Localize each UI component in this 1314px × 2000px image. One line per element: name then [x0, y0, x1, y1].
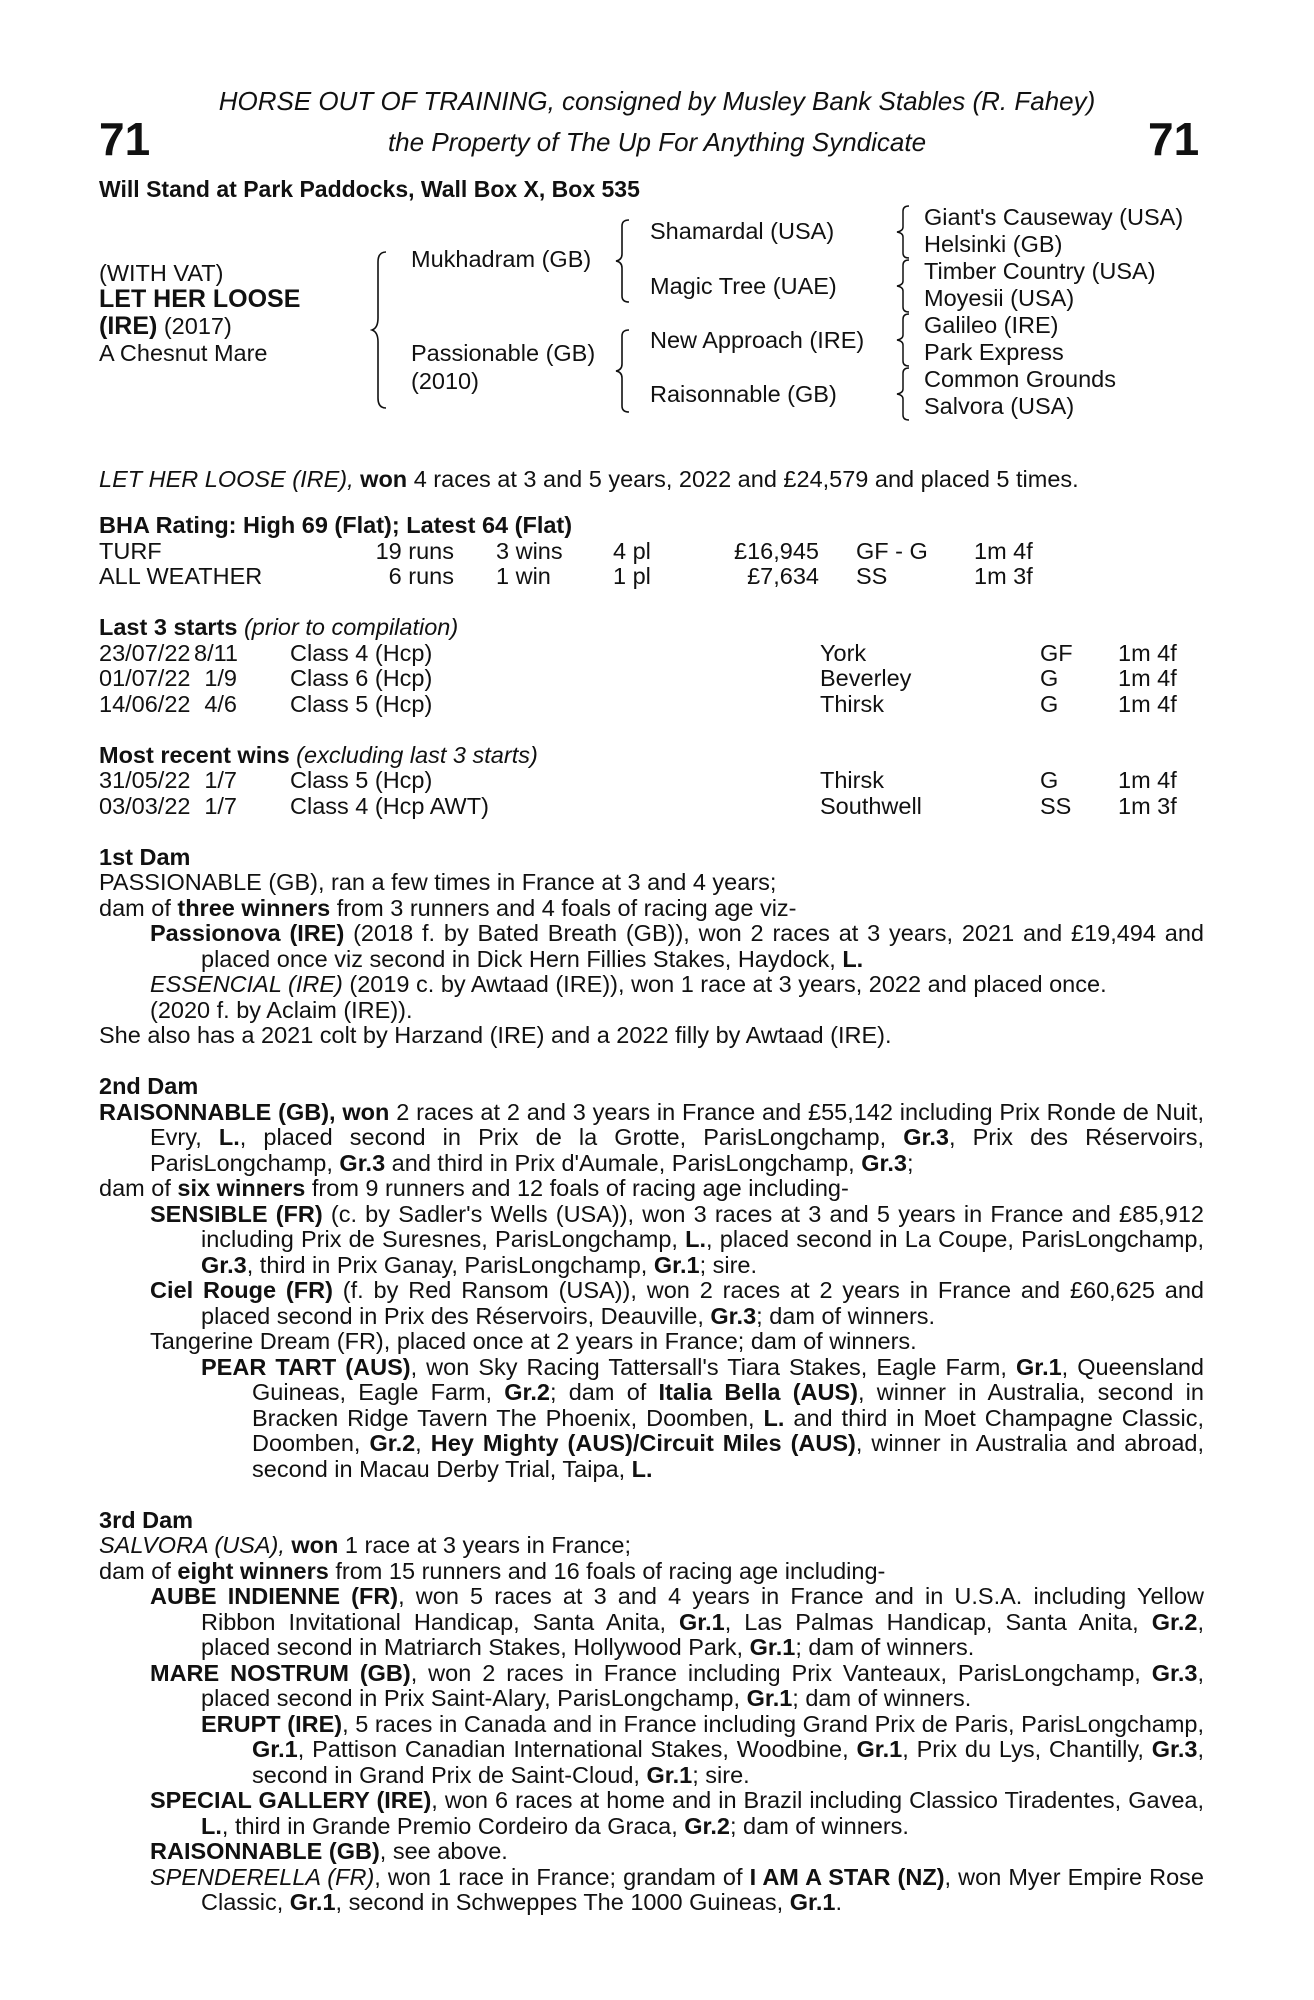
second-dam-grandprogeny: PEAR TART (AUS), won Sky Racing Tattersall's Tiara Stakes, Eagle Farm, Gr.1, Queensland Guineas, Eagle Farm, Gr.2; dam of Italia Bella (AUS), winner in Australia, second in Bracken Ridge Tavern The Phoenix, Doomben, L. and third in Moet Champagne Classic, Doomben, Gr.2, Hey Mighty (AUS)/Circuit Miles (AUS), winner in Australia and abroad, second in Macau Derby Trial, Taipa, L.: [201, 1353, 1204, 1482]
third-dam-progeny: MARE NOSTRUM (GB), won 2 races in France including Prix Vanteaux, ParisLongchamp, Gr.3, placed second in Prix Saint-Alary, ParisLongchamp, Gr.1; dam of winners.: [150, 1659, 1204, 1711]
pedigree-brace-g3-4: [894, 366, 912, 422]
pedigree-g3-item: Helsinki (GB): [924, 231, 1063, 257]
recent-win-row: 31/05/22 1/7 Class 5 (Hcp) Thirsk G 1m 4f: [99, 767, 1177, 793]
first-dam-note: She also has a 2021 colt by Harzand (IRE) and a 2022 filly by Awtaad (IRE).: [99, 1022, 892, 1048]
pedigree-dam-year: (2010): [411, 368, 479, 394]
stand-location: Will Stand at Park Paddocks, Wall Box X, Box 535: [99, 176, 640, 202]
pedigree-sire-dam: Magic Tree (UAE): [650, 273, 837, 299]
last-starts-heading: Last 3 starts (prior to compilation): [99, 614, 459, 640]
last-start-row: 14/06/22 4/6 Class 5 (Hcp) Thirsk G 1m 4f: [99, 690, 1177, 717]
second-dam-progeny: Tangerine Dream (FR), placed once at 2 years in France; dam of winners.: [150, 1328, 917, 1354]
lot-number-right: 71: [1148, 113, 1200, 165]
second-dam-heading: 2nd Dam: [99, 1073, 199, 1099]
first-dam-progeny: (2020 f. by Aclaim (IRE)).: [150, 996, 413, 1023]
rating-heading: BHA Rating: High 69 (Flat); Latest 64 (Flat): [99, 512, 573, 538]
rating-row-aw: ALL WEATHER 6 runs 1 win 1 pl £7,634 SS 1m 3f: [99, 563, 1033, 589]
property-line: the Property of The Up For Anything Syndicate: [387, 127, 927, 157]
first-dam-intro: PASSIONABLE (GB), ran a few times in France at 3 and 4 years;: [99, 869, 777, 895]
third-dam-grandprogeny: ERUPT (IRE), 5 races in Canada and in France including Grand Prix de Paris, ParisLongchamp, Gr.1, Pattison Canadian International Stakes, Woodbine, Gr.1, Prix du Lys, Chantilly, Gr.3, second in Grand Prix de Saint-Cloud, Gr.1; sire.: [201, 1710, 1205, 1788]
first-dam-produce: dam of three winners from 3 runners and 4 foals of racing age viz-: [99, 894, 797, 921]
third-dam-progeny: SPENDERELLA (FR), won 1 race in France; grandam of I AM A STAR (NZ), won Myer Empire Rose Classic, Gr.1, second in Schweppes The 1000 Guineas, Gr.1.: [150, 1863, 1204, 1915]
third-dam-produce: dam of eight winners from 15 runners and 16 foals of racing age including-: [99, 1557, 886, 1584]
pedigree-sire: Mukhadram (GB): [411, 246, 592, 272]
pedigree-brace-g3-2: [894, 258, 912, 314]
form-section: [99, 513, 1204, 1916]
pedigree-dam-sire: New Approach (IRE): [650, 327, 865, 353]
second-dam-progeny: SENSIBLE (FR) (c. by Sadler's Wells (USA)), won 3 races at 3 and 5 years in France and £85,912 including Prix de Suresnes, ParisLongchamp, L., placed second in La Coupe, ParisLongchamp, Gr.3, third in Prix Ganay, ParisLongchamp, Gr.1; sire.: [150, 1200, 1205, 1278]
pedigree-g3-item: Giant's Causeway (USA): [924, 204, 1184, 230]
pedigree-g3-item: Salvora (USA): [924, 393, 1075, 419]
pedigree-dam-dam: Raisonnable (GB): [650, 381, 837, 407]
pedigree-g3-item: Timber Country (USA): [924, 258, 1156, 284]
horse-description: A Chesnut Mare: [99, 340, 268, 366]
pedigree-dam: Passionable (GB): [411, 340, 596, 366]
third-dam-progeny: AUBE INDIENNE (FR), won 5 races at 3 and 4 years in France and in U.S.A. including Yellow Ribbon Invitational Handicap, Santa Anita, Gr.1, Las Palmas Handicap, Santa Anita, Gr.2, placed second in Matriarch Stakes, Hollywood Park, Gr.1; dam of winners.: [150, 1583, 1205, 1660]
lot-number-left: 71: [99, 113, 151, 165]
pedigree-brace-dam: [614, 328, 632, 414]
consignor-line: HORSE OUT OF TRAINING, consigned by Musley Bank Stables (R. Fahey): [218, 86, 1096, 116]
last-start-row: 01/07/22 1/9 Class 6 (Hcp) Beverley G 1m 4f: [99, 665, 1177, 691]
pedigree-brace-g3-1: [894, 204, 912, 260]
recent-win-row: 03/03/22 1/7 Class 4 (Hcp AWT) Southwell SS 1m 3f: [99, 792, 1177, 819]
second-dam-progeny: Ciel Rouge (FR) (f. by Red Ransom (USA)), won 2 races at 2 years in France and £60,625 and placed second in Prix des Réservoirs, Deauville, Gr.3; dam of winners.: [150, 1277, 1204, 1329]
vat-label: (WITH VAT): [99, 260, 224, 286]
rating-row-turf: TURF 19 runs 3 wins 4 pl £16,945 GF - G 1m 4f: [99, 537, 1033, 564]
horse-name-suffix: (IRE) (2017): [99, 312, 232, 340]
recent-wins-heading: Most recent wins (excluding last 3 starts): [99, 741, 538, 768]
third-dam-record: SALVORA (USA), won 1 race at 3 years in France;: [99, 1532, 631, 1558]
pedigree-brace-main: [370, 250, 390, 410]
third-dam-progeny: SPECIAL GALLERY (IRE), won 6 races at home and in Brazil including Classico Tiradentes, Gavea, L., third in Grande Premio Cordeiro da Graca, Gr.2; dam of winners.: [150, 1787, 1204, 1839]
pedigree-g3-item: Galileo (IRE): [924, 312, 1059, 338]
pedigree-g3-item: Moyesii (USA): [924, 285, 1075, 311]
first-dam-progeny: ESSENCIAL (IRE) (2019 c. by Awtaad (IRE)), won 1 race at 3 years, 2022 and placed once.: [150, 971, 1107, 997]
pedigree-brace-sire: [614, 218, 632, 304]
race-summary: LET HER LOOSE (IRE), won 4 races at 3 and 5 years, 2022 and £24,579 and placed 5 times.: [99, 466, 1079, 492]
pedigree-brace-g3-3: [894, 312, 912, 368]
pedigree-sire-sire: Shamardal (USA): [650, 218, 835, 244]
horse-name: LET HER LOOSE: [99, 285, 301, 313]
last-start-row: 23/07/22 8/11 Class 4 (Hcp) York GF 1m 4f: [99, 639, 1177, 666]
pedigree-g3-item: Common Grounds: [924, 366, 1116, 392]
first-dam-heading: 1st Dam: [99, 843, 191, 870]
second-dam-record: RAISONNABLE (GB), won 2 races at 2 and 3 years in France and £55,142 including Prix Ronde de Nuit, Evry, L., placed second in Prix de la Grotte, ParisLongchamp, Gr.3, Prix des Réservoirs, ParisLongchamp, Gr.3 and third in Prix d'Aumale, ParisLongchamp, Gr.3;: [99, 1098, 1204, 1176]
second-dam-produce: dam of six winners from 9 runners and 12 foals of racing age including-: [99, 1175, 849, 1201]
third-dam-heading: 3rd Dam: [99, 1506, 194, 1533]
third-dam-progeny: RAISONNABLE (GB), see above.: [150, 1838, 508, 1864]
first-dam-progeny: Passionova (IRE) (2018 f. by Bated Breath (GB)), won 2 races at 3 years, 2021 and £19,494 and placed once viz second in Dick Hern Fillies Stakes, Haydock, L.: [150, 920, 1204, 972]
pedigree-g3-item: Park Express: [924, 339, 1064, 365]
